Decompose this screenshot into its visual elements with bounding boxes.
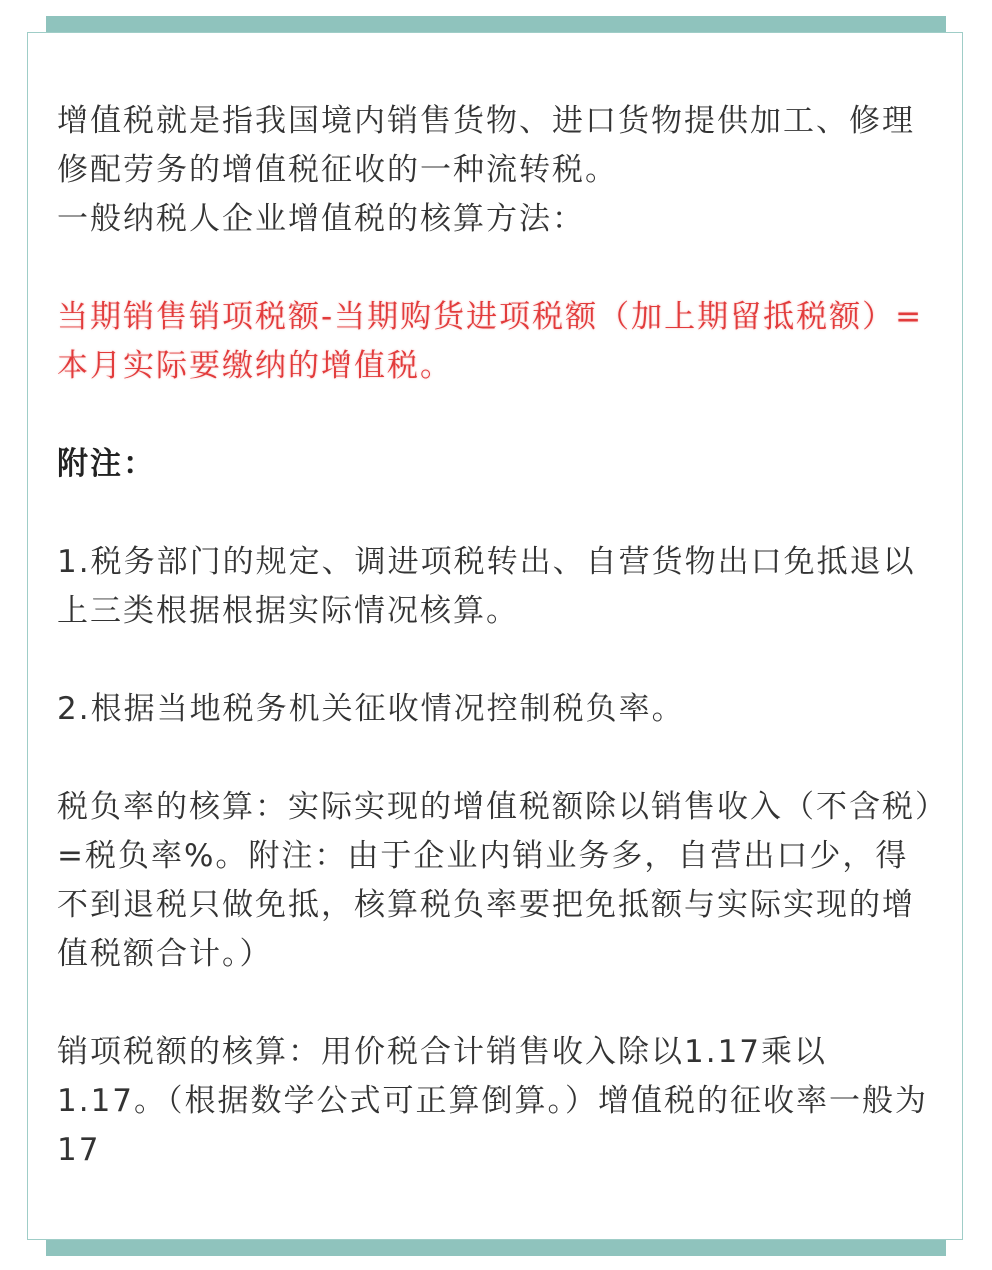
spacer bbox=[57, 244, 937, 293]
top-decorative-bar bbox=[46, 16, 946, 32]
spacer bbox=[57, 979, 937, 1028]
spacer bbox=[57, 636, 937, 685]
note-item-2: 2.根据当地税务机关征收情况控制税负率。 bbox=[57, 691, 685, 727]
vat-definition: 增值税就是指我国境内销售货物、进口货物提供加工、修理修配劳务的增值税征收的一种流转税。 bbox=[57, 103, 915, 188]
tax-burden-paragraph: 税负率的核算：实际实现的增值税额除以销售收入（不含税）=税负率%。附注：由于企业内销业务多，自营出口少，得不到退税只做免抵，核算税负率要把免抵额与实际实现的增值税额合计。） bbox=[57, 789, 933, 972]
vat-method-heading: 一般纳税人企业增值税的核算方法： bbox=[57, 201, 585, 237]
spacer bbox=[57, 734, 937, 783]
spacer bbox=[57, 391, 937, 440]
note-item-1: 1.税务部门的规定、调进项税转出、自营货物出口免抵退以上三类根据根据实际情况核算。 bbox=[57, 544, 916, 629]
spacer bbox=[57, 489, 937, 538]
bottom-decorative-bar bbox=[46, 1240, 946, 1256]
document-body bbox=[57, 97, 937, 1175]
vat-formula: 当期销售销项税额-当期购货进项税额（加上期留抵税额）=本月实际要缴纳的增值税。 bbox=[57, 299, 924, 384]
output-tax-paragraph: 销项税额的核算：用价税合计销售收入除以1.17乘以1.17。（根据数学公式可正算倒算。）增值税的征收率一般为17 bbox=[57, 1034, 929, 1168]
note-heading: 附注： bbox=[57, 446, 156, 482]
